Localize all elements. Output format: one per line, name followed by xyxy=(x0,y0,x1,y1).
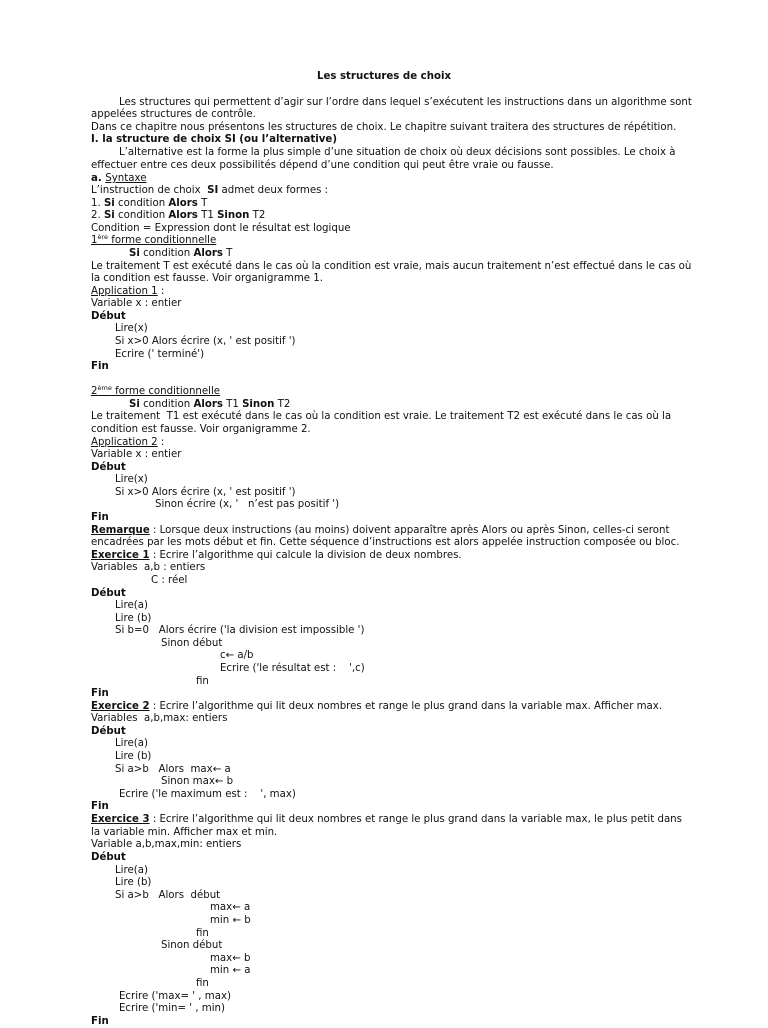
exercice3-text-line: la variable min. Afficher max et min. xyxy=(91,827,278,838)
text: L’instruction de choix xyxy=(91,185,208,196)
text: T1 xyxy=(197,210,218,221)
text: : Ecrire l’algorithme qui lit deux nombres et range le plus grand dans la variable max. Afficher max. xyxy=(149,701,663,712)
keyword: Alors xyxy=(193,248,223,259)
forme2-heading xyxy=(91,385,220,398)
text: 1 xyxy=(91,235,98,246)
code-line: fin xyxy=(196,676,209,687)
code-line: Sinon écrire (x, ' n’est pas positif ') xyxy=(155,499,340,510)
text: 2. xyxy=(91,210,104,221)
code-line: Variables a,b : entiers xyxy=(91,562,206,573)
code-line: Ecrire ('le résultat est : ',c) xyxy=(220,663,365,674)
text: 1. xyxy=(91,198,104,209)
code-keyword-debut: Début xyxy=(91,852,126,863)
forme1-syntax xyxy=(129,247,232,260)
syntaxe-form-2 xyxy=(91,209,265,222)
intro-paragraph-line: appelées structures de contrôle. xyxy=(91,109,256,120)
code-line: Si x>0 Alors écrire (x, ' est positif ') xyxy=(115,487,296,498)
code-line: Ecrire ('max= ' , max) xyxy=(119,991,231,1002)
exercice3-heading xyxy=(91,813,682,826)
keyword: Sinon xyxy=(217,210,250,221)
text: T xyxy=(222,248,233,259)
forme1-description-line: la condition est fausse. Voir organigramme 1. xyxy=(91,273,323,284)
code-line: max← a xyxy=(210,902,251,913)
code-line: Lire(a) xyxy=(115,738,148,749)
code-line: Lire(x) xyxy=(115,474,148,485)
remarque-line: encadrées par les mots début et fin. Cette séquence d’instructions est alors appelée instruction composée ou bloc. xyxy=(91,537,680,548)
code-keyword-fin: Fin xyxy=(91,801,109,812)
text: forme conditionnelle xyxy=(108,235,217,246)
text: : Ecrire l’algorithme qui calcule la division de deux nombres. xyxy=(149,550,462,561)
text: : Ecrire l’algorithme qui lit deux nombres et range le plus grand dans la variable max, le plus petit dans xyxy=(149,814,682,825)
section-paragraph-line: effectuer entre ces deux possibilités dépend d’une condition qui peut être vraie ou fausse. xyxy=(91,160,554,171)
text: condition xyxy=(114,210,169,221)
code-line: max← b xyxy=(210,953,251,964)
code-line: Variable a,b,max,min: entiers xyxy=(91,839,242,850)
text: forme conditionnelle xyxy=(111,386,221,397)
code-line: Lire(a) xyxy=(115,865,148,876)
page-title: Les structures de choix xyxy=(316,71,452,82)
text: condition xyxy=(139,248,194,259)
text: condition xyxy=(114,198,169,209)
text: condition xyxy=(139,399,194,410)
code-line: Variable x : entier xyxy=(91,449,182,460)
code-line: Si a>b Alors max← a xyxy=(115,764,231,775)
text: T2 xyxy=(249,210,266,221)
keyword: Alors xyxy=(168,210,198,221)
code-line: Lire (b) xyxy=(115,613,152,624)
code-line: Lire (b) xyxy=(115,751,152,762)
exercice2-label: Exercice 2 xyxy=(91,701,150,712)
keyword: Alors xyxy=(193,399,223,410)
intro-paragraph-line: Les structures qui permettent d’agir sur l’ordre dans lequel s’exécutent les instructions dans un algorithme sont xyxy=(119,97,692,108)
code-line: Lire(x) xyxy=(115,323,148,334)
exercice1-label: Exercice 1 xyxy=(91,550,150,561)
code-line: Lire (b) xyxy=(115,877,152,888)
keyword: Sinon xyxy=(242,399,275,410)
code-line: Si x>0 Alors écrire (x, ' est positif ') xyxy=(115,336,296,347)
text: : Lorsque deux instructions (au moins) doivent apparaître après Alors ou après Sinon, celles-ci seront xyxy=(149,525,670,536)
keyword: Si xyxy=(129,248,140,259)
code-line: min ← a xyxy=(210,965,251,976)
keyword: Si xyxy=(103,198,115,209)
syntaxe-label: Syntaxe xyxy=(105,173,147,184)
code-line: Si a>b Alors début xyxy=(115,890,221,901)
forme2-description-line: condition est fausse. Voir organigramme 2. xyxy=(91,424,311,435)
intro-paragraph-line: Dans ce chapitre nous présentons les structures de choix. Le chapitre suivant traitera des structures de répétition. xyxy=(91,122,677,133)
keyword: Si xyxy=(103,210,115,221)
text: T2 xyxy=(274,399,291,410)
code-line: Ecrire (' terminé') xyxy=(115,349,205,360)
code-line: Sinon début xyxy=(161,638,223,649)
code-line: Sinon max← b xyxy=(161,776,234,787)
code-line: c← a/b xyxy=(220,650,254,661)
forme2-description-line: Le traitement T1 est exécuté dans le cas où la condition est vraie. Le traitement T2 est exécuté dans le cas où la xyxy=(91,411,672,422)
code-line: Sinon début xyxy=(161,940,223,951)
code-line: fin xyxy=(196,928,209,939)
forme1-heading xyxy=(91,234,216,247)
syntaxe-intro xyxy=(91,184,328,197)
code-line: min ← b xyxy=(210,915,251,926)
code-line: Lire(a) xyxy=(115,600,148,611)
condition-definition: Condition = Expression dont le résultat est logique xyxy=(91,223,351,234)
code-line: Variable x : entier xyxy=(91,298,182,309)
code-line: Si b=0 Alors écrire ('la division est impossible ') xyxy=(115,625,365,636)
code-keyword-debut: Début xyxy=(91,726,126,737)
code-line: C : réel xyxy=(151,575,188,586)
code-line: Ecrire ('le maximum est : ', max) xyxy=(119,789,296,800)
keyword: Alors xyxy=(168,198,198,209)
section-heading: I. la structure de choix SI (ou l’alternative) xyxy=(91,134,337,145)
code-keyword-fin: Fin xyxy=(91,512,109,523)
code-keyword-debut: Début xyxy=(91,311,126,322)
keyword: SI xyxy=(207,185,219,196)
code-keyword-debut: Début xyxy=(91,462,126,473)
text: : xyxy=(157,437,165,448)
superscript: ème xyxy=(97,384,112,392)
text: T1 xyxy=(222,399,243,410)
remarque-label: Remarque xyxy=(91,525,150,536)
code-line: fin xyxy=(196,978,209,989)
code-line: Variables a,b,max: entiers xyxy=(91,713,228,724)
app1-label: Application 1 xyxy=(91,286,158,297)
code-keyword-debut: Début xyxy=(91,588,126,599)
forme1-description-line: Le traitement T est exécuté dans le cas où la condition est vraie, mais aucun traitement n’est effectué dans le cas où xyxy=(91,261,692,272)
section-paragraph-line: L’alternative est la forme la plus simple d’une situation de choix où deux décisions sont possibles. Le choix à xyxy=(119,147,676,158)
code-keyword-fin: Fin xyxy=(91,688,109,699)
code-keyword-fin: Fin xyxy=(91,361,109,372)
superscript: ère xyxy=(97,233,109,241)
app2-label: Application 2 xyxy=(91,437,158,448)
text: : xyxy=(157,286,165,297)
exercice3-label: Exercice 3 xyxy=(91,814,150,825)
text: 2 xyxy=(91,386,98,397)
code-line: Ecrire ('min= ' , min) xyxy=(119,1003,225,1014)
text: T xyxy=(197,198,208,209)
keyword: Si xyxy=(129,399,140,410)
syntaxe-prefix: a. xyxy=(91,173,106,184)
code-keyword-fin: Fin xyxy=(91,1016,109,1027)
text: admet deux formes : xyxy=(218,185,329,196)
